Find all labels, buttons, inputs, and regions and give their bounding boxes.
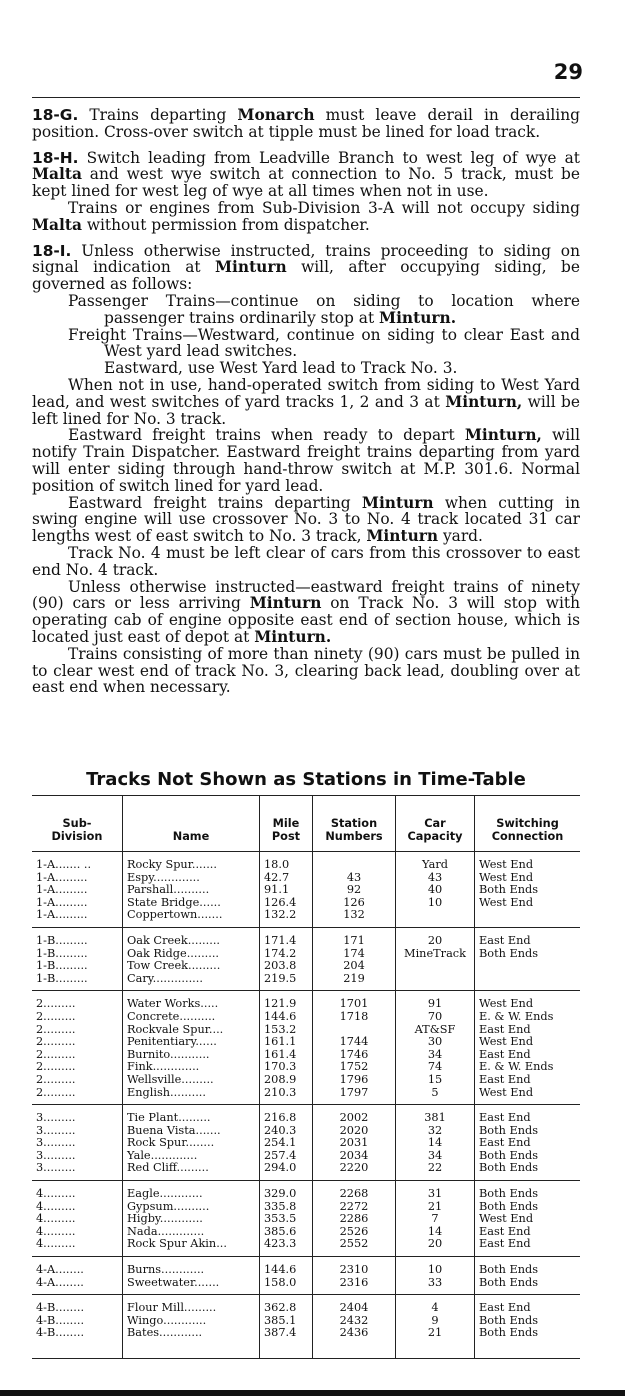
table-cell-line: 171.4: [264, 933, 297, 947]
table-cell-line: 385.1: [264, 1313, 297, 1327]
table-row-group: [32, 1295, 580, 1359]
table-cell-line: Espy.............: [127, 870, 200, 884]
table-cell-line: 7: [431, 1212, 439, 1226]
car-capacity-cell: [396, 927, 475, 990]
table-cell-line: E. & W. Ends: [479, 1009, 554, 1023]
station-number-cell: [313, 852, 396, 928]
rule-18i: 18-I. Unless otherwise instructed, trains proceeding to siding on signal indication at Minturn will, after occupying siding, be governed as follows:: [32, 241, 580, 294]
table-cell-line: 70: [427, 1009, 443, 1023]
table-cell-line: Rock Spur Akin...: [127, 1237, 227, 1251]
table-cell-line: 4-A........: [36, 1275, 84, 1289]
table-cell-line: East End: [479, 1022, 531, 1036]
table-row-group: [32, 1257, 580, 1295]
table-cell-line: 2.........: [36, 1009, 76, 1023]
table-cell-line: Wingo............: [127, 1313, 207, 1327]
table-cell-line: 203.8: [264, 959, 297, 973]
table-cell-line: Both Ends: [479, 1199, 539, 1213]
table-cell-line: Both Ends: [479, 946, 539, 960]
sub-division-cell: [32, 852, 123, 928]
table-cell-line: 40: [427, 883, 443, 897]
table-cell-line: [479, 909, 576, 922]
table-cell-line: Buena Vista.......: [127, 1123, 221, 1137]
table-row-group: [32, 927, 580, 990]
table-cell-line: West End: [479, 1085, 534, 1099]
table-cell-line: Penitentiary......: [127, 1035, 217, 1049]
table-cell-line: 18.0: [264, 858, 290, 871]
header-mile-post: Mile Post: [260, 796, 313, 852]
car-capacity-cell: [396, 852, 475, 928]
table-cell-line: East End: [479, 1047, 531, 1061]
table-cell-line: 2020: [339, 1123, 369, 1137]
table-cell-line: [400, 973, 470, 986]
rule-18h: 18-H. Switch leading from Leadville Branch to west leg of wye at Malta and west wye switch at connection to No. 5 track, must be kept lined for west leg of wye at all times when not in use.: [32, 148, 580, 201]
table-cell-line: 5: [431, 1085, 439, 1099]
table-cell-line: 1746: [339, 1047, 369, 1061]
car-capacity-cell: [396, 1105, 475, 1181]
table-cell-line: 2310: [339, 1263, 369, 1277]
table-cell-line: 353.5: [264, 1212, 297, 1226]
table-title: Tracks Not Shown as Stations in Time-Table: [86, 769, 526, 790]
table-row-group: [32, 852, 580, 928]
table-cell-line: Red Cliff.........: [127, 1161, 209, 1175]
table-cell-line: Tow Creek.........: [127, 959, 221, 973]
table-cell-line: 74: [427, 1060, 443, 1074]
table-cell-line: Sweetwater.......: [127, 1275, 220, 1289]
switching-connection-cell: [475, 991, 581, 1105]
table-cell-line: 1718: [339, 1009, 369, 1023]
rule-id: 18-G.: [32, 106, 79, 124]
table-cell-line: 14: [427, 1224, 443, 1238]
table-cell-line: Both Ends: [479, 1275, 539, 1289]
header-sub-division: Sub- Division: [32, 796, 123, 852]
table-cell-line: 2552: [339, 1237, 369, 1251]
table-row-group: [32, 991, 580, 1105]
car-capacity-cell: [396, 991, 475, 1105]
table-cell-line: 161.4: [264, 1047, 297, 1061]
table-cell-line: West End: [479, 870, 534, 884]
rule-18h-paragraph: Trains or engines from Sub-Division 3-A will not occupy siding Malta without permission from dispatcher.: [32, 198, 580, 234]
table-cell-line: Burnito...........: [127, 1047, 210, 1061]
table-cell-line: Coppertown.......: [127, 908, 223, 922]
table-cell-line: 132: [343, 908, 365, 922]
table-cell-line: 294.0: [264, 1161, 297, 1175]
table-cell-line: 2.........: [36, 1060, 76, 1074]
table-cell-line: 9: [431, 1313, 439, 1327]
table-cell-line: Yale.............: [127, 1148, 198, 1162]
table-cell-line: 20: [427, 933, 443, 947]
mile-post-cell: [260, 1257, 313, 1295]
table-cell-line: 2268: [339, 1187, 369, 1201]
table-cell-line: Burns............: [127, 1263, 205, 1277]
table-cell-line: Both Ends: [479, 883, 539, 897]
table-cell-line: West End: [479, 997, 534, 1011]
table-cell-line: 158.0: [264, 1275, 297, 1289]
name-cell: [123, 1105, 260, 1181]
table-cell-line: 4.........: [36, 1187, 76, 1201]
table-cell-line: 1-A.........: [36, 895, 88, 909]
table-cell-line: 3.........: [36, 1136, 76, 1150]
table-cell-line: MineTrack: [404, 946, 466, 960]
header-car-capacity: Car Capacity: [396, 796, 475, 852]
table-cell-line: Parshall..........: [127, 883, 210, 897]
table-cell-line: 2.........: [36, 1022, 76, 1036]
table-cell-line: 170.3: [264, 1060, 297, 1074]
table-cell-line: [317, 859, 391, 872]
table-row-group: [32, 1181, 580, 1257]
table-cell-line: 4.........: [36, 1199, 76, 1213]
table-cell-line: Water Works.....: [127, 997, 219, 1011]
table-cell-line: 126.4: [264, 895, 297, 909]
table-cell-line: 21: [427, 1199, 443, 1213]
car-capacity-cell: [396, 1181, 475, 1257]
table-cell-line: 219: [343, 971, 365, 985]
table-cell-line: AT&SF: [414, 1022, 456, 1036]
table-cell-line: 2220: [339, 1161, 369, 1175]
table-cell-line: 15: [427, 1072, 443, 1086]
mile-post-cell: [260, 1105, 313, 1181]
table-cell-line: 22: [427, 1161, 443, 1175]
station-number-cell: [313, 991, 396, 1105]
table-cell-line: Both Ends: [479, 1123, 539, 1137]
table-cell-line: 14: [427, 1136, 443, 1150]
table-cell-line: Both Ends: [479, 1148, 539, 1162]
station-number-cell: [313, 927, 396, 990]
rule-18i-paragraph: Track No. 4 must be left clear of cars from this crossover to east end No. 4 track.: [32, 543, 580, 579]
table-cell-line: 2404: [339, 1301, 369, 1315]
table-cell-line: 2.........: [36, 1072, 76, 1086]
table-cell-line: 33: [427, 1275, 443, 1289]
table-cell-line: 1797: [339, 1085, 369, 1099]
sub-division-cell: [32, 1181, 123, 1257]
table-cell-line: 171: [343, 933, 365, 947]
table-cell-line: 240.3: [264, 1123, 297, 1137]
car-capacity-cell: [396, 1257, 475, 1295]
table-cell-line: 2031: [339, 1136, 369, 1150]
table-cell-line: 2034: [339, 1148, 369, 1162]
table-cell-line: 254.1: [264, 1136, 297, 1150]
table-header-row: [32, 796, 580, 852]
rule-18i-paragraph: Eastward freight trains when ready to depart Minturn, will notify Train Dispatcher. Eastward freight trains departing from yard will enter siding through hand-throw switch at M.P. 301.6. Normal position of switch lined for yard lead.: [32, 426, 580, 495]
table-cell-line: 10: [427, 1263, 443, 1277]
table-cell-line: 3.........: [36, 1123, 76, 1137]
station-number-cell: [313, 1181, 396, 1257]
table-cell-line: Concrete..........: [127, 1009, 216, 1023]
table-cell-line: 32: [427, 1123, 443, 1137]
table-cell-line: 2.........: [36, 1047, 76, 1061]
table-cell-line: 1-B.........: [36, 971, 88, 985]
table-cell-line: [479, 973, 576, 986]
table-cell-line: 161.1: [264, 1035, 297, 1049]
sub-division-cell: [32, 1257, 123, 1295]
table-cell-line: 1701: [339, 997, 369, 1011]
table-cell-line: Both Ends: [479, 1187, 539, 1201]
table-cell-line: Both Ends: [479, 1161, 539, 1175]
table-cell-line: 34: [427, 1047, 443, 1061]
name-cell: [123, 1257, 260, 1295]
table-cell-line: East End: [479, 1072, 531, 1086]
table-cell-line: 92: [346, 883, 362, 897]
table-cell-line: 20: [427, 1237, 443, 1251]
table-cell-line: 210.3: [264, 1085, 297, 1099]
table-cell-line: 257.4: [264, 1148, 297, 1162]
table-cell-line: Oak Creek.........: [127, 933, 221, 947]
table-cell-line: 4: [431, 1301, 439, 1315]
table-cell-line: Higby............: [127, 1212, 203, 1226]
rule-18i-paragraph: Eastward freight trains departing Minturn when cutting in swing engine will use crossover No. 3 to No. 4 track located 31 car lengths west of east switch to No. 3 track, Minturn yard.: [32, 493, 580, 546]
table-cell-line: 4-B........: [36, 1313, 85, 1327]
table-cell-line: 43: [346, 870, 362, 884]
mile-post-cell: [260, 1181, 313, 1257]
table-cell-line: 174: [343, 946, 365, 960]
table-cell-line: 126: [343, 895, 365, 909]
table-cell-line: Oak Ridge.........: [127, 946, 220, 960]
table-cell-line: 10: [427, 895, 443, 909]
table-cell-line: 204: [343, 959, 365, 973]
table-cell-line: 1-A.........: [36, 870, 88, 884]
table-cell-line: Rock Spur........: [127, 1136, 215, 1150]
table-cell-line: East End: [479, 1224, 531, 1238]
table-cell-line: 2.........: [36, 997, 76, 1011]
table-cell-line: 1752: [339, 1060, 369, 1074]
table-row-group: [32, 1105, 580, 1181]
table-cell-line: 2.........: [36, 1035, 76, 1049]
mile-post-cell: [260, 1295, 313, 1359]
table-cell-line: 4.........: [36, 1224, 76, 1238]
table-cell-line: [479, 960, 576, 973]
table-cell-line: Rockvale Spur....: [127, 1022, 224, 1036]
rule-18i-freight-east: Eastward, use West Yard lead to Track No. 3.: [104, 359, 458, 378]
switching-connection-cell: [475, 927, 581, 990]
table-cell-line: 42.7: [264, 870, 290, 884]
switching-connection-cell: [475, 1295, 581, 1359]
table-cell-line: 1-A.........: [36, 883, 88, 897]
table-cell-line: 43: [427, 870, 443, 884]
table-cell-line: 2.........: [36, 1085, 76, 1099]
table-cell-line: Cary..............: [127, 971, 203, 985]
table-cell-line: 1-A.........: [36, 908, 88, 922]
table-cell-line: Eagle............: [127, 1187, 203, 1201]
table-cell-line: Nada.............: [127, 1224, 205, 1238]
table-cell-line: 2526: [339, 1224, 369, 1238]
table-cell-line: 219.5: [264, 971, 297, 985]
table-cell-line: 2002: [339, 1111, 369, 1125]
switching-connection-cell: [475, 1181, 581, 1257]
tracks-table: [32, 795, 580, 1359]
table-cell-line: English..........: [127, 1085, 206, 1099]
header-name: Name: [123, 796, 260, 852]
table-cell-line: 362.8: [264, 1301, 297, 1315]
table-cell-line: 335.8: [264, 1199, 297, 1213]
table-cell-line: 2316: [339, 1275, 369, 1289]
station-number-cell: [313, 1295, 396, 1359]
table-cell-line: 144.6: [264, 1009, 297, 1023]
table-cell-line: 91: [427, 997, 443, 1011]
table-cell-line: 208.9: [264, 1072, 297, 1086]
table-cell-line: 31: [427, 1187, 443, 1201]
table-cell-line: 329.0: [264, 1187, 297, 1201]
table-cell-line: 3.........: [36, 1111, 76, 1125]
sub-division-cell: [32, 991, 123, 1105]
table-cell-line: Fink.............: [127, 1060, 200, 1074]
table-cell-line: East End: [479, 1237, 531, 1251]
table-cell-line: 34: [427, 1148, 443, 1162]
name-cell: [123, 1295, 260, 1359]
table-cell-line: [400, 909, 470, 922]
table-cell-line: Wellsville.........: [127, 1072, 214, 1086]
table-cell-line: Rocky Spur.......: [127, 858, 217, 871]
table-cell-line: 381: [424, 1111, 446, 1125]
table-cell-line: West End: [479, 895, 534, 909]
table-cell-line: 4-B........: [36, 1326, 85, 1340]
table-cell-line: 1-A....... ..: [36, 858, 92, 871]
switching-connection-cell: [475, 1105, 581, 1181]
table-cell-line: State Bridge......: [127, 895, 221, 909]
rule-18i-paragraph: When not in use, hand-operated switch from siding to West Yard lead, and west switches of yard tracks 1, 2 and 3 at Minturn, will be left lined for No. 3 track.: [32, 375, 580, 428]
table-cell-line: 174.2: [264, 946, 297, 960]
table-cell-line: 1796: [339, 1072, 369, 1086]
table-cell-line: E. & W. Ends: [479, 1060, 554, 1074]
table-cell-line: 2272: [339, 1199, 369, 1213]
mile-post-cell: [260, 852, 313, 928]
rule-id: 18-I.: [32, 241, 72, 260]
table-cell-line: 1744: [339, 1035, 369, 1049]
sub-division-cell: [32, 1105, 123, 1181]
table-cell-line: 2286: [339, 1212, 369, 1226]
table-cell-line: Both Ends: [479, 1326, 539, 1340]
table-cell-line: 21: [427, 1326, 443, 1340]
sub-division-cell: [32, 927, 123, 990]
rule-18g: 18-G. Trains departing Monarch must leave derail in derailing position. Cross-over switch at tipple must be lined for load track.: [32, 106, 580, 141]
table-cell-line: Yard: [422, 858, 448, 871]
station-number-cell: [313, 1105, 396, 1181]
table-cell-line: Flour Mill.........: [127, 1301, 217, 1315]
table-cell-line: East End: [479, 1136, 531, 1150]
table-cell-line: [400, 960, 470, 973]
name-cell: [123, 852, 260, 928]
table-cell-line: 4.........: [36, 1212, 76, 1226]
table-cell-line: 3.........: [36, 1148, 76, 1162]
table-cell-line: 4-B........: [36, 1301, 85, 1315]
name-cell: [123, 1181, 260, 1257]
table-cell-line: Both Ends: [479, 1313, 539, 1327]
header-station-numbers: Station Numbers: [313, 796, 396, 852]
table-cell-line: Tie Plant.........: [127, 1111, 211, 1125]
table-cell-line: 3.........: [36, 1161, 76, 1175]
switching-connection-cell: [475, 852, 581, 928]
table-cell-line: 1-B.........: [36, 946, 88, 960]
table-cell-line: Both Ends: [479, 1263, 539, 1277]
table-cell-line: 144.6: [264, 1263, 297, 1277]
rule-id: 18-H.: [32, 148, 79, 167]
table-cell-line: 30: [427, 1035, 443, 1049]
rule-18i-paragraph: Trains consisting of more than ninety (90) cars must be pulled in to clear west end of track No. 3, clearing back lead, doubling over at east end when necessary.: [32, 644, 580, 697]
table-cell-line: 121.9: [264, 997, 297, 1011]
table-cell-line: 387.4: [264, 1326, 297, 1340]
table-cell-line: West End: [479, 1212, 534, 1226]
top-divider: [32, 97, 580, 98]
table-cell-line: East End: [479, 933, 531, 947]
car-capacity-cell: [396, 1295, 475, 1359]
table-cell-line: West End: [479, 1035, 534, 1049]
table-cell-line: West End: [479, 858, 534, 871]
table-cell-line: 4-A........: [36, 1263, 84, 1277]
table-cell-line: 91.1: [264, 883, 290, 897]
mile-post-cell: [260, 991, 313, 1105]
rule-18i-passenger: Passenger Trains—continue on siding to location where passenger trains ordinarily stop at Minturn.: [68, 291, 580, 327]
table-cell-line: 2436: [339, 1326, 369, 1340]
name-cell: [123, 927, 260, 990]
mile-post-cell: [260, 927, 313, 990]
table-cell-line: 2432: [339, 1313, 369, 1327]
header-switching-connection: Switching Connection: [475, 796, 581, 852]
rule-18i-paragraph: Unless otherwise instructed—eastward freight trains of ninety (90) cars or less arriving Minturn on Track No. 3 will stop with operating cab of engine opposite east end of section house, which is located just east of depot at Minturn.: [32, 577, 580, 646]
table-cell-line: 1-B.........: [36, 933, 88, 947]
table-cell-line: 4.........: [36, 1237, 76, 1251]
table-cell-line: Bates............: [127, 1326, 203, 1340]
table-cell-line: 132.2: [264, 908, 297, 922]
table-cell-line: 1-B.........: [36, 959, 88, 973]
table-cell-line: East End: [479, 1111, 531, 1125]
bottom-edge-bar: [0, 1390, 625, 1396]
station-number-cell: [313, 1257, 396, 1295]
table-cell-line: 423.3: [264, 1237, 297, 1251]
table-cell-line: 385.6: [264, 1224, 297, 1238]
switching-connection-cell: [475, 1257, 581, 1295]
table-cell-line: East End: [479, 1301, 531, 1315]
rules-section: [32, 107, 580, 696]
sub-division-cell: [32, 1295, 123, 1359]
table-cell-line: Gypsum..........: [127, 1199, 210, 1213]
table-cell-line: 153.2: [264, 1022, 297, 1036]
table-cell-line: 216.8: [264, 1111, 297, 1125]
name-cell: [123, 991, 260, 1105]
page-number: 29: [553, 60, 583, 84]
rule-18i-freight: Freight Trains—Westward, continue on siding to clear East and West yard lead switches.: [68, 325, 580, 361]
